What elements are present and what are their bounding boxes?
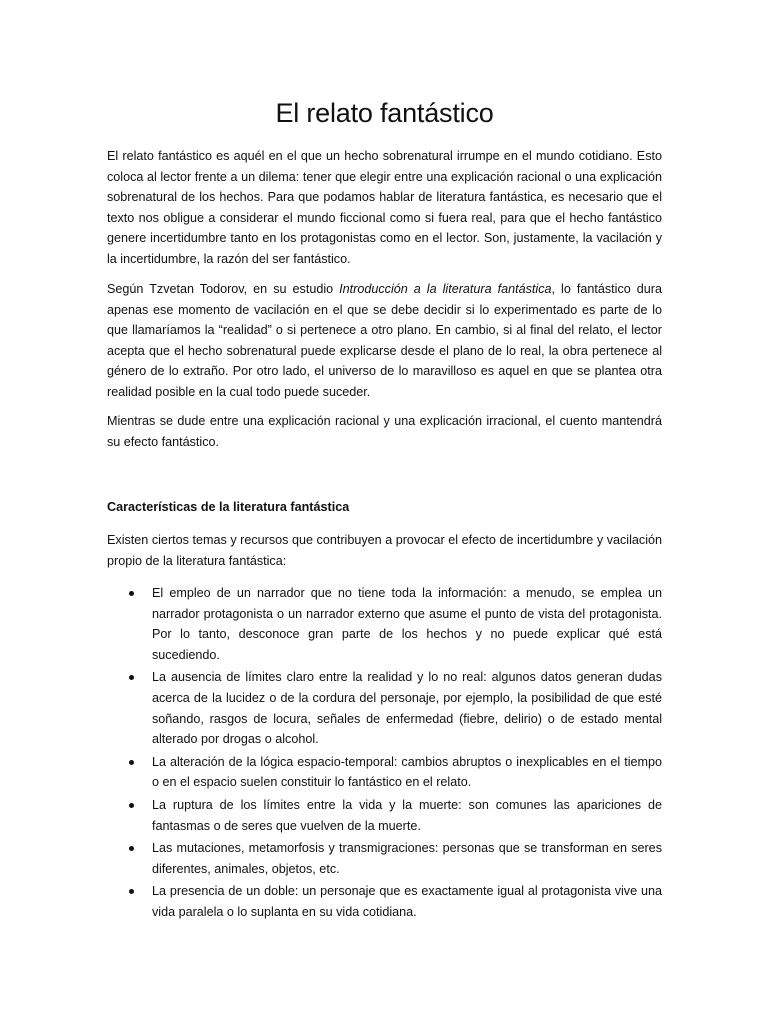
list-item: [107, 838, 662, 879]
section-heading: Características de la literatura fantástica: [107, 500, 350, 514]
paragraph-todorov-text-end: , lo fantástico dura apenas ese momento de vacilación en el que se debe decidir si lo experimentado es parte de lo que llamaríamos la “realidad” o si pertenece a otro plano. En cambio, si al final del relato, el lector acepta que el hecho sobrenatural puede explicarse desde el plano de lo real, la obra pertenece al género de lo extraño. Por otro lado, el universo de lo maravilloso es aquel en que se plantea otra realidad posible en la cual todo puede suceder.: [107, 282, 662, 399]
paragraph-todorov: [107, 279, 662, 403]
bullet-icon: [129, 675, 134, 680]
list-item: [107, 667, 662, 749]
paragraph-conclusion: [107, 411, 662, 452]
list-item: [107, 752, 662, 793]
list-item: [107, 881, 662, 922]
bullet-icon: [129, 803, 134, 808]
bullet-icon: [129, 889, 134, 894]
paragraph-intro-text: El relato fantástico es aquél en el que un hecho sobrenatural irrumpe en el mundo cotidiano. Esto coloca al lector frente a un dilema: tener que elegir entre una explicación racional o una explicación sobrenatural de los hechos. Para que podamos hablar de literatura fantástica, es necesario que el texto nos obligue a considerar el mundo ficcional como si fuera real, para que el hecho fantástico genere incertidumbre tanto en los protagonistas como en el lector. Son, justamente, la vacilación y la incertidumbre, la razón del ser fantástico.: [107, 149, 662, 266]
bullet-icon: [129, 591, 134, 596]
section-intro: Existen ciertos temas y recursos que contribuyen a provocar el efecto de incertidumbre y vacilación propio de la literatura fantástica:: [107, 533, 662, 568]
characteristics-list: [107, 583, 662, 925]
list-item: [107, 583, 662, 665]
list-item-text: El empleo de un narrador que no tiene toda la información: a menudo, se emplea un narrador protagonista o un narrador externo que asume el punto de vista del protagonista. Por lo tanto, desconoce gran parte de los hechos y no puede explicar qué está sucediendo.: [152, 586, 662, 662]
bullet-icon: [129, 846, 134, 851]
paragraph-intro: [107, 146, 662, 270]
paragraph-conclusion-text: Mientras se dude entre una explicación racional y una explicación irracional, el cuento mantendrá su efecto fantástico.: [107, 414, 662, 449]
document-title: El relato fantástico: [275, 98, 494, 128]
list-item: [107, 795, 662, 836]
book-title: Introducción a la literatura fantástica: [339, 282, 552, 296]
bullet-icon: [129, 760, 134, 765]
paragraph-todorov-text-start: Según Tzvetan Todorov, en su estudio: [107, 282, 340, 296]
list-item-text: La alteración de la lógica espacio-temporal: cambios abruptos o inexplicables en el tiempo o en el espacio suelen constituir lo fantástico en el relato.: [152, 754, 662, 790]
list-item-text: La ruptura de los límites entre la vida y la muerte: son comunes las apariciones de fantasmas o de seres que vuelven de la muerte.: [152, 797, 662, 833]
list-item-text: La presencia de un doble: un personaje que es exactamente igual al protagonista vive una vida paralela o lo suplanta en su vida cotidiana.: [152, 884, 662, 919]
list-item-text: Las mutaciones, metamorfosis y transmigraciones: personas que se transforman en seres diferentes, animales, objetos, etc.: [152, 841, 662, 876]
list-item-text: La ausencia de límites claro entre la realidad y lo no real: algunos datos generan dudas acerca de la lucidez o de la cordura del personaje, por ejemplo, la posibilidad de que esté soñando, rasgos de locura, señales de enfermedad (fiebre, delirio) o de estado mental alterado por drogas o alcohol.: [152, 670, 662, 747]
